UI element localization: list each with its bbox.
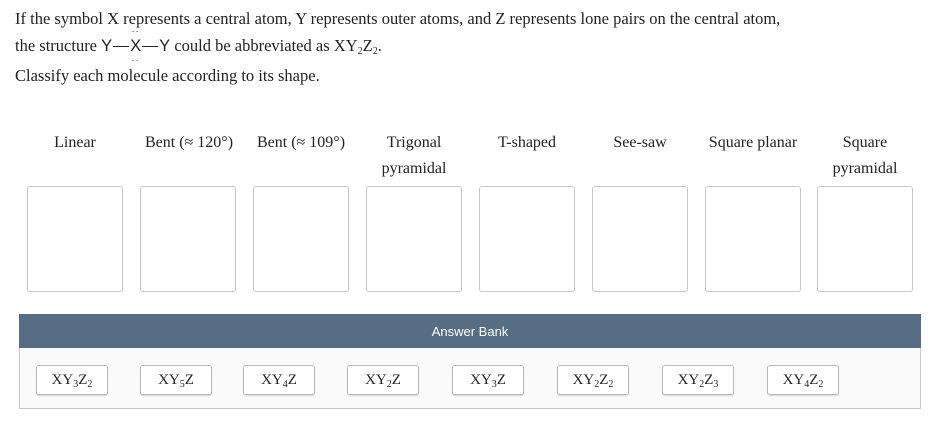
bond-left: [113, 46, 129, 47]
category-label-bent-120: Bent (≈ 120°): [144, 134, 234, 151]
drop-zone-linear[interactable]: [27, 186, 123, 292]
lone-pair-top: ··: [131, 26, 140, 36]
drop-zone-square-planar[interactable]: [705, 186, 801, 292]
drop-zone-bent-120[interactable]: [140, 186, 236, 292]
drop-zone-t-shaped[interactable]: [479, 186, 575, 292]
bond-right: [142, 46, 158, 47]
question-line-1: If the symbol X represents a central atom, Y represents outer atoms, and Z represents lone pairs on the central atom,: [15, 9, 781, 28]
structure-outer-atom-left: Y: [101, 37, 113, 55]
drop-zone-bent-109[interactable]: [253, 186, 349, 292]
answer-chip-xy2z2[interactable]: $XY_2Z_2$: [557, 365, 629, 395]
drop-zone-see-saw[interactable]: [592, 186, 688, 292]
lewis-structure: [101, 26, 171, 65]
formula-abbreviation: $XY_2Z_2$.: [333, 36, 382, 57]
answer-chip-xy4z[interactable]: $XY_4Z$: [243, 365, 315, 395]
answer-chip-xy3z2[interactable]: $XY_3Z_2$: [36, 365, 108, 395]
question-line-2-suffix: could be abbreviated as: [174, 36, 330, 55]
category-label-trigonal-pyramidal: Trigonal pyramidal: [381, 134, 447, 177]
answer-chip-xy5z[interactable]: $XY_5Z$: [140, 365, 212, 395]
question-line-2: [15, 26, 925, 65]
question-text: [15, 5, 925, 65]
answer-chip-xy4z2[interactable]: $XY_4Z_2$: [767, 365, 839, 395]
question-line-2-prefix: the structure: [15, 36, 98, 55]
answer-chip-xy3z[interactable]: $XY_3Z$: [452, 365, 524, 395]
drop-zone-trigonal-pyramidal[interactable]: [366, 186, 462, 292]
structure-outer-atom-right: Y: [159, 37, 171, 55]
structure-central-atom: [130, 26, 142, 65]
category-label-square-pyramidal: Square pyramidal: [832, 134, 898, 177]
category-label-bent-109: Bent (≈ 109°): [256, 134, 346, 151]
drop-zone-square-pyramidal[interactable]: [817, 186, 913, 292]
category-label-square-planar: Square planar: [708, 134, 798, 151]
category-label-t-shaped: T-shaped: [497, 134, 557, 151]
category-labels: [0, 130, 936, 180]
instruction-text: Classify each molecule according to its shape.: [15, 66, 320, 85]
answer-bank-header: Answer Bank: [19, 314, 921, 348]
central-atom-symbol: X: [130, 37, 142, 55]
answer-bank: [19, 348, 921, 409]
answer-chip-xy2z[interactable]: $XY_2Z$: [347, 365, 419, 395]
category-label-see-saw: See-saw: [613, 134, 667, 151]
lone-pair-bottom: ··: [131, 55, 140, 65]
answer-chip-xy2z3[interactable]: $XY_2Z_3$: [662, 365, 734, 395]
category-label-linear: Linear: [54, 134, 96, 151]
